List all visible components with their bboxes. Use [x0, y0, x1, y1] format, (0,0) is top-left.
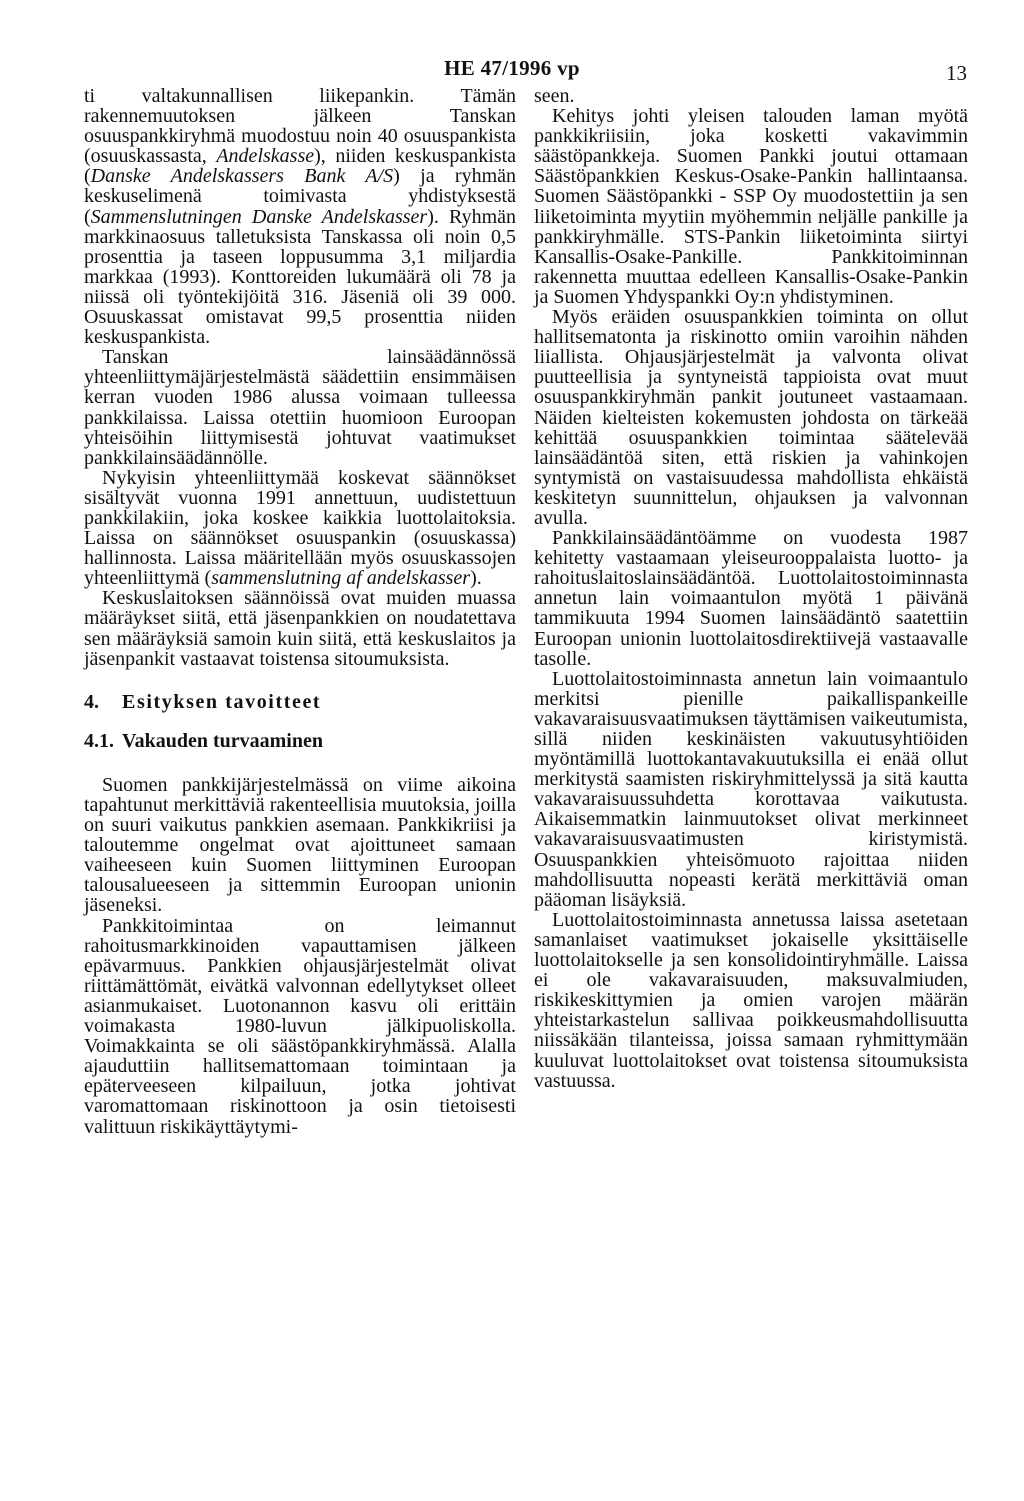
paragraph: ti valtakunnallisen liikepankin. Tämän rakennemuutoksen jälkeen Tanskan osuuspankkiryhmä muodostuu noin 40 osuuspankista (osuuskassasta, Andelskasse), niiden keskuspankista (Danske Andelskassers Bank A/S) ja ryhmän keskuselimenä toimivasta yhdistyksestä (Sammenslutningen Danske Andelskasser). Ryhmän markkinaosuus talletuksista Tanskassa oli noin 0,5 prosenttia ja taseen loppusumma 3,1 miljardia markkaa (1993). Konttoreiden lukumäärä oli 78 ja niissä oli työntekijöitä 316. Jäseniä oli 39 000. Osuuskassat omistavat 99,5 prosenttia niiden keskuspankista.: [84, 85, 517, 349]
paragraph: Suomen pankkijärjestelmässä on viime aikoina tapahtunut merkittäviä rakenteellisia muutoksia, joilla on suuri vaikutus pankkien asemaan. Pankkikriisi ja taloutemme ongelmat ovat ajoittuneet samaan vaiheeseen kuin Suomen liittyminen Euroopan talousalueeseen ja sittemmin Euroopan unionin jäseneksi.: [84, 773, 516, 917]
paragraph: Pankkilainsäädäntöämme on vuodesta 1987 kehitetty vastaamaan yleiseurooppalaista luotto- ja rahoituslaitoslainsäädäntöä. Luottolaitostoiminnasta annetun lain voimaantulon myötä 1 päivänä tammikuuta 1994 Suomen lainsäädäntö saatettiin Euroopan unionin luottolaitosdirektiivejä vastaavalle tasolle.: [534, 527, 968, 670]
subsection-number: 4.1.: [84, 729, 114, 752]
paragraph: Tanskan lainsäädännössä yhteenliittymäjärjestelmästä säädettiin ensimmäisen kerran vuoden 1986 alussa voimaan tulleessa pankkilaissa. Laissa otettiin huomioon Euroopan yhteisöihin liittymisestä johtuvat vaatimukset pankkilainsäädännölle.: [84, 346, 516, 469]
paragraph: Keskuslaitoksen säännöissä ovat muiden muassa määräykset siitä, että jäsenpankkien on noudatettava sen määräyksiä samoin kuin siitä, että keskuslaitos ja jäsenpankit vastaavat toistensa sitoumuksista.: [84, 587, 516, 670]
paragraph: Pankkitoimintaa on leimannut rahoitusmarkkinoiden vapauttamisen jälkeen epävarmuus. Pankkien ohjausjärjestelmät olivat riittämättömät, eivätkä valvonnan edellytykset olleet asianmukaiset. Luotonannon kasvu oli erittäin voimakasta 1980-luvun jälkipuoliskolla. Voimakkainta se oli säästöpankkiryhmässä. Alalla ajauduttiin hallitsemattomaan toimintaan ja epäterveeseen kilpailuun, jotka johtivat varomattomaan riskinottoon ja osin tietoisesti valittuun riskikäyttäytymi-: [84, 914, 516, 1138]
page-number: 13: [946, 61, 967, 85]
paragraph: Kehitys johti yleisen talouden laman myötä pankkikriisiin, joka kosketti vakavimmin säästöpankkeja. Suomen Pankki joutui ottamaan Säästöpankkien Keskus-Osake-Pankin hallintaansa. Suomen Säästöpankki - SSP Oy muodostettiin ja sen liiketoiminta myytiin myöhemmin neljälle pankille ja pankkiryhmälle. STS-Pankin liiketoiminta siirtyi Kansallis-Osake-Pankille. Pankkitoiminnan rakennetta muuttaa edelleen Kansallis-Osake-Pankin ja Suomen Yhdyspankki Oy:n yhdistyminen.: [534, 105, 968, 308]
left-column: [84, 86, 516, 1137]
paragraph: Myös eräiden osuuspankkien toiminta on ollut hallitsematonta ja riskinotto omiin varoihin nähden liiallista. Ohjausjärjestelmät ja valvonta olivat puutteellisia ja syntyneistä tappioista ovat muut osuuspankkiryhmän pankit joutuneet vastaamaan. Näiden kielteisten kokemusten johdosta on tärkeää kehittää osuuspankkien toimintaa säätelevää lainsäädäntöä siten, että riskien ja vahinkojen syntymistä on vastaisuudessa mahdollista ehkäistä keskitetyn suunnittelun, ohjauksen ja valvonnan avulla.: [534, 306, 968, 529]
section-title: Esityksen tavoitteet: [122, 690, 322, 713]
running-header: HE 47/1996 vp: [444, 56, 580, 80]
subsection-heading: [84, 731, 516, 751]
section-number: 4.: [84, 690, 99, 713]
paragraph: seen.: [534, 85, 575, 107]
paragraph: Luottolaitostoiminnasta annetun lain voimaantulo merkitsi pienille paikallispankeille vakavaraisuusvaatimuksen täyttämisen vaikeutumista, sillä niiden keskinäisten vakuutusyhtiöiden myöntämillä luottokantavakuutuksilla ei enää ollut merkitystä saamisten riskiryhmittelyssä ja sitä kautta vakavaraisuussuhdetta korottavaa vaikutusta. Aikaisemmatkin lainmuutokset olivat merkinneet vakavaraisuusvaatimusten kiristymistä. Osuuspankkien yhteisömuoto rajoittaa niiden mahdollisuutta nopeasti kerätä merkittäviä oman pääoman lisäyksiä.: [534, 667, 968, 911]
paragraph: Luottolaitostoiminnasta annetussa laissa asetetaan samanlaiset vaatimukset jokaiselle yksittäiselle luottolaitokselle ja sen konsolidointiryhmälle. Laissa ei ole vakavaraisuuden, maksuvalmiuden, riskikeskittymien ja omien varojen määrän yhteistarkastelun sallivaa poikkeusmahdollisuutta niissäkään tilanteissa, joissa samaan ryhmittymään kuuluvat luottolaitokset ovat toistensa sitoumuksista vastuussa.: [534, 908, 968, 1092]
subsection-title: Vakauden turvaaminen: [122, 729, 323, 752]
section-heading: [84, 692, 516, 712]
paragraph: Nykyisin yhteenliittymää koskevat säännökset sisältyvät vuonna 1991 annettuun, uudistettuun pankkilakiin, joka koskee kaikkia luottolaitoksia. Laissa on säännökset osuuspankin (osuuskassa) hallinnosta. Laissa määritellään myös osuuskassojen yhteenliittymä (sammenslutning af andelskasser).: [84, 466, 516, 590]
right-column: [534, 86, 968, 1091]
